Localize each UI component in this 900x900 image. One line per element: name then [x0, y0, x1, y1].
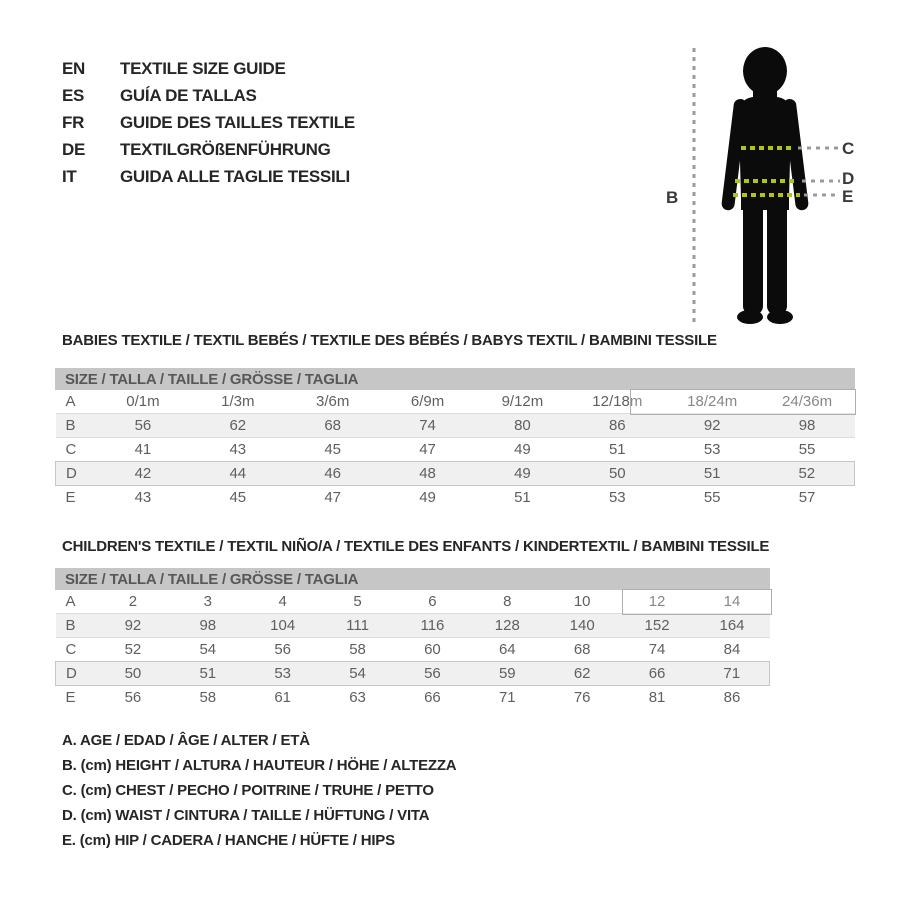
- cell: 58: [349, 641, 366, 658]
- cell: 12/18m: [592, 393, 643, 410]
- cell: 59: [470, 662, 545, 686]
- cell: 86: [570, 414, 665, 438]
- row-label: C: [65, 641, 77, 658]
- cell: 6: [428, 593, 437, 610]
- height-line-label: B: [666, 188, 679, 207]
- cell: 52: [760, 462, 855, 486]
- cell: 9/12m: [501, 393, 544, 410]
- cell: 53: [608, 489, 626, 506]
- cell: 1/3m: [221, 393, 255, 410]
- cell: 41: [134, 441, 152, 458]
- cell: 49: [514, 441, 531, 458]
- cell: 8: [503, 593, 512, 610]
- cell: 47: [419, 441, 436, 458]
- language-row-es: [62, 82, 355, 109]
- children-size-header: [55, 568, 770, 590]
- babies-table-title: BABIES TEXTILE / TEXTIL BEBÉS / TEXTILE DES BÉBÉS / BABYS TEXTIL / BAMBINI TESSILE: [62, 332, 717, 349]
- cell: 48: [380, 462, 475, 486]
- language-row-fr: [62, 109, 355, 136]
- language-list: [62, 55, 355, 190]
- language-code: FR: [62, 112, 85, 132]
- babies-size-table: [55, 390, 855, 509]
- language-code: DE: [62, 139, 86, 159]
- cell: 43: [134, 489, 152, 506]
- children-table-title: CHILDREN'S TEXTILE / TEXTIL NIÑO/A / TEXTILE DES ENFANTS / KINDERTEXTIL / BAMBINI TESSILE: [62, 538, 770, 555]
- cell: 66: [620, 662, 695, 686]
- cell: 4: [278, 593, 287, 610]
- cell: 68: [573, 641, 591, 658]
- cell: 152: [620, 614, 695, 638]
- cell: 51: [514, 489, 531, 506]
- hip-line-label: E: [842, 187, 854, 206]
- cell: 98: [760, 414, 855, 438]
- cell: 50: [570, 462, 665, 486]
- cell: 98: [170, 614, 245, 638]
- measurement-figure: [640, 35, 880, 335]
- cell: 18/24m: [687, 393, 738, 410]
- cell: 51: [608, 441, 626, 458]
- language-code: IT: [62, 166, 77, 186]
- cell: 55: [798, 441, 816, 458]
- cell: 45: [324, 441, 342, 458]
- table-row: [56, 662, 770, 686]
- language-label: GUIDE DES TAILLES TEXTILE: [120, 112, 355, 132]
- cell: 68: [285, 414, 380, 438]
- row-label: C: [65, 441, 77, 458]
- row-label: B: [56, 614, 96, 638]
- table-row: [56, 414, 855, 438]
- cell: 111: [320, 614, 395, 638]
- children-size-table: [55, 590, 770, 709]
- cell: 53: [703, 441, 721, 458]
- cell: 12: [648, 593, 666, 610]
- table-row: [56, 438, 855, 462]
- table-row: [56, 590, 770, 614]
- language-code: ES: [62, 85, 85, 105]
- cell: 50: [96, 662, 171, 686]
- cell: 58: [199, 689, 217, 706]
- measurement-legend: [62, 732, 456, 857]
- row-label: D: [56, 662, 96, 686]
- legend-age: A. AGE / EDAD / ÂGE / ALTER / ETÀ: [62, 732, 310, 749]
- cell: 62: [545, 662, 620, 686]
- table-row: [56, 614, 770, 638]
- cell: 46: [285, 462, 380, 486]
- cell: 71: [498, 689, 516, 706]
- language-code: EN: [62, 58, 86, 78]
- children-size-header-label: SIZE / TALLA / TAILLE / GRÖSSE / TAGLIA: [65, 570, 359, 588]
- cell: 55: [703, 489, 721, 506]
- language-label: GUIDA ALLE TAGLIE TESSILI: [120, 166, 350, 186]
- language-label: TEXTILE SIZE GUIDE: [120, 58, 286, 78]
- row-label: D: [56, 462, 96, 486]
- cell: 49: [475, 462, 570, 486]
- cell: 74: [380, 414, 475, 438]
- language-label: TEXTILGRÖßENFÜHRUNG: [120, 139, 331, 159]
- cell: 116: [395, 614, 470, 638]
- table-row: [56, 390, 855, 414]
- cell: 66: [424, 689, 441, 706]
- row-label: A: [65, 393, 76, 410]
- cell: 86: [723, 689, 741, 706]
- table-row: [56, 638, 770, 662]
- cell: 56: [96, 414, 191, 438]
- cell: 10: [573, 593, 591, 610]
- cell: 56: [274, 641, 292, 658]
- cell: 0/1m: [126, 393, 160, 410]
- cell: 56: [395, 662, 470, 686]
- cell: 5: [353, 593, 362, 610]
- cell: 56: [124, 689, 142, 706]
- cell: 61: [274, 689, 292, 706]
- row-label: A: [65, 593, 76, 610]
- cell: 81: [648, 689, 666, 706]
- cell: 164: [695, 614, 770, 638]
- legend-height: B. (cm) HEIGHT / ALTURA / HAUTEUR / HÖHE / ALTEZZA: [62, 757, 457, 774]
- cell: 54: [320, 662, 395, 686]
- cell: 3: [203, 593, 212, 610]
- cell: 60: [424, 641, 441, 658]
- cell: 71: [695, 662, 770, 686]
- cell: 92: [665, 414, 760, 438]
- cell: 64: [498, 641, 516, 658]
- cell: 6/9m: [410, 393, 445, 410]
- cell: 51: [170, 662, 245, 686]
- table-row: [56, 462, 855, 486]
- child-body-shape: [721, 47, 809, 324]
- row-label: E: [65, 689, 76, 706]
- chest-line-label: C: [842, 139, 855, 158]
- cell: 57: [798, 489, 816, 506]
- cell: 80: [475, 414, 570, 438]
- cell: 3/6m: [316, 393, 350, 410]
- cell: 14: [723, 593, 741, 610]
- legend-waist: D. (cm) WAIST / CINTURA / TAILLE / HÜFTUNG / VITA: [62, 807, 430, 824]
- row-label: E: [65, 489, 76, 506]
- cell: 42: [96, 462, 191, 486]
- table-row: [56, 686, 770, 710]
- waist-line-label: D: [842, 169, 855, 188]
- cell: 74: [648, 641, 666, 658]
- language-label: GUÍA DE TALLAS: [120, 85, 257, 105]
- language-row-de: [62, 136, 355, 163]
- language-row-it: [62, 163, 355, 190]
- cell: 51: [665, 462, 760, 486]
- cell: 140: [545, 614, 620, 638]
- cell: 76: [573, 689, 591, 706]
- cell: 49: [419, 489, 436, 506]
- table-row: [56, 486, 855, 510]
- cell: 45: [229, 489, 247, 506]
- cell: 44: [190, 462, 285, 486]
- cell: 43: [229, 441, 247, 458]
- cell: 63: [349, 689, 366, 706]
- cell: 52: [124, 641, 142, 658]
- cell: 24/36m: [782, 393, 833, 410]
- cell: 104: [245, 614, 320, 638]
- row-label: B: [56, 414, 96, 438]
- cell: 62: [190, 414, 285, 438]
- cell: 2: [128, 593, 138, 610]
- legend-chest: C. (cm) CHEST / PECHO / POITRINE / TRUHE / PETTO: [62, 782, 434, 799]
- cell: 92: [96, 614, 171, 638]
- babies-size-header: [55, 368, 855, 390]
- legend-hip: E. (cm) HIP / CADERA / HANCHE / HÜFTE / HIPS: [62, 832, 395, 849]
- cell: 54: [199, 641, 217, 658]
- cell: 128: [470, 614, 545, 638]
- babies-size-header-label: SIZE / TALLA / TAILLE / GRÖSSE / TAGLIA: [65, 370, 359, 388]
- cell: 47: [324, 489, 342, 506]
- cell: 53: [245, 662, 320, 686]
- language-row-en: [62, 55, 355, 82]
- cell: 84: [723, 641, 741, 658]
